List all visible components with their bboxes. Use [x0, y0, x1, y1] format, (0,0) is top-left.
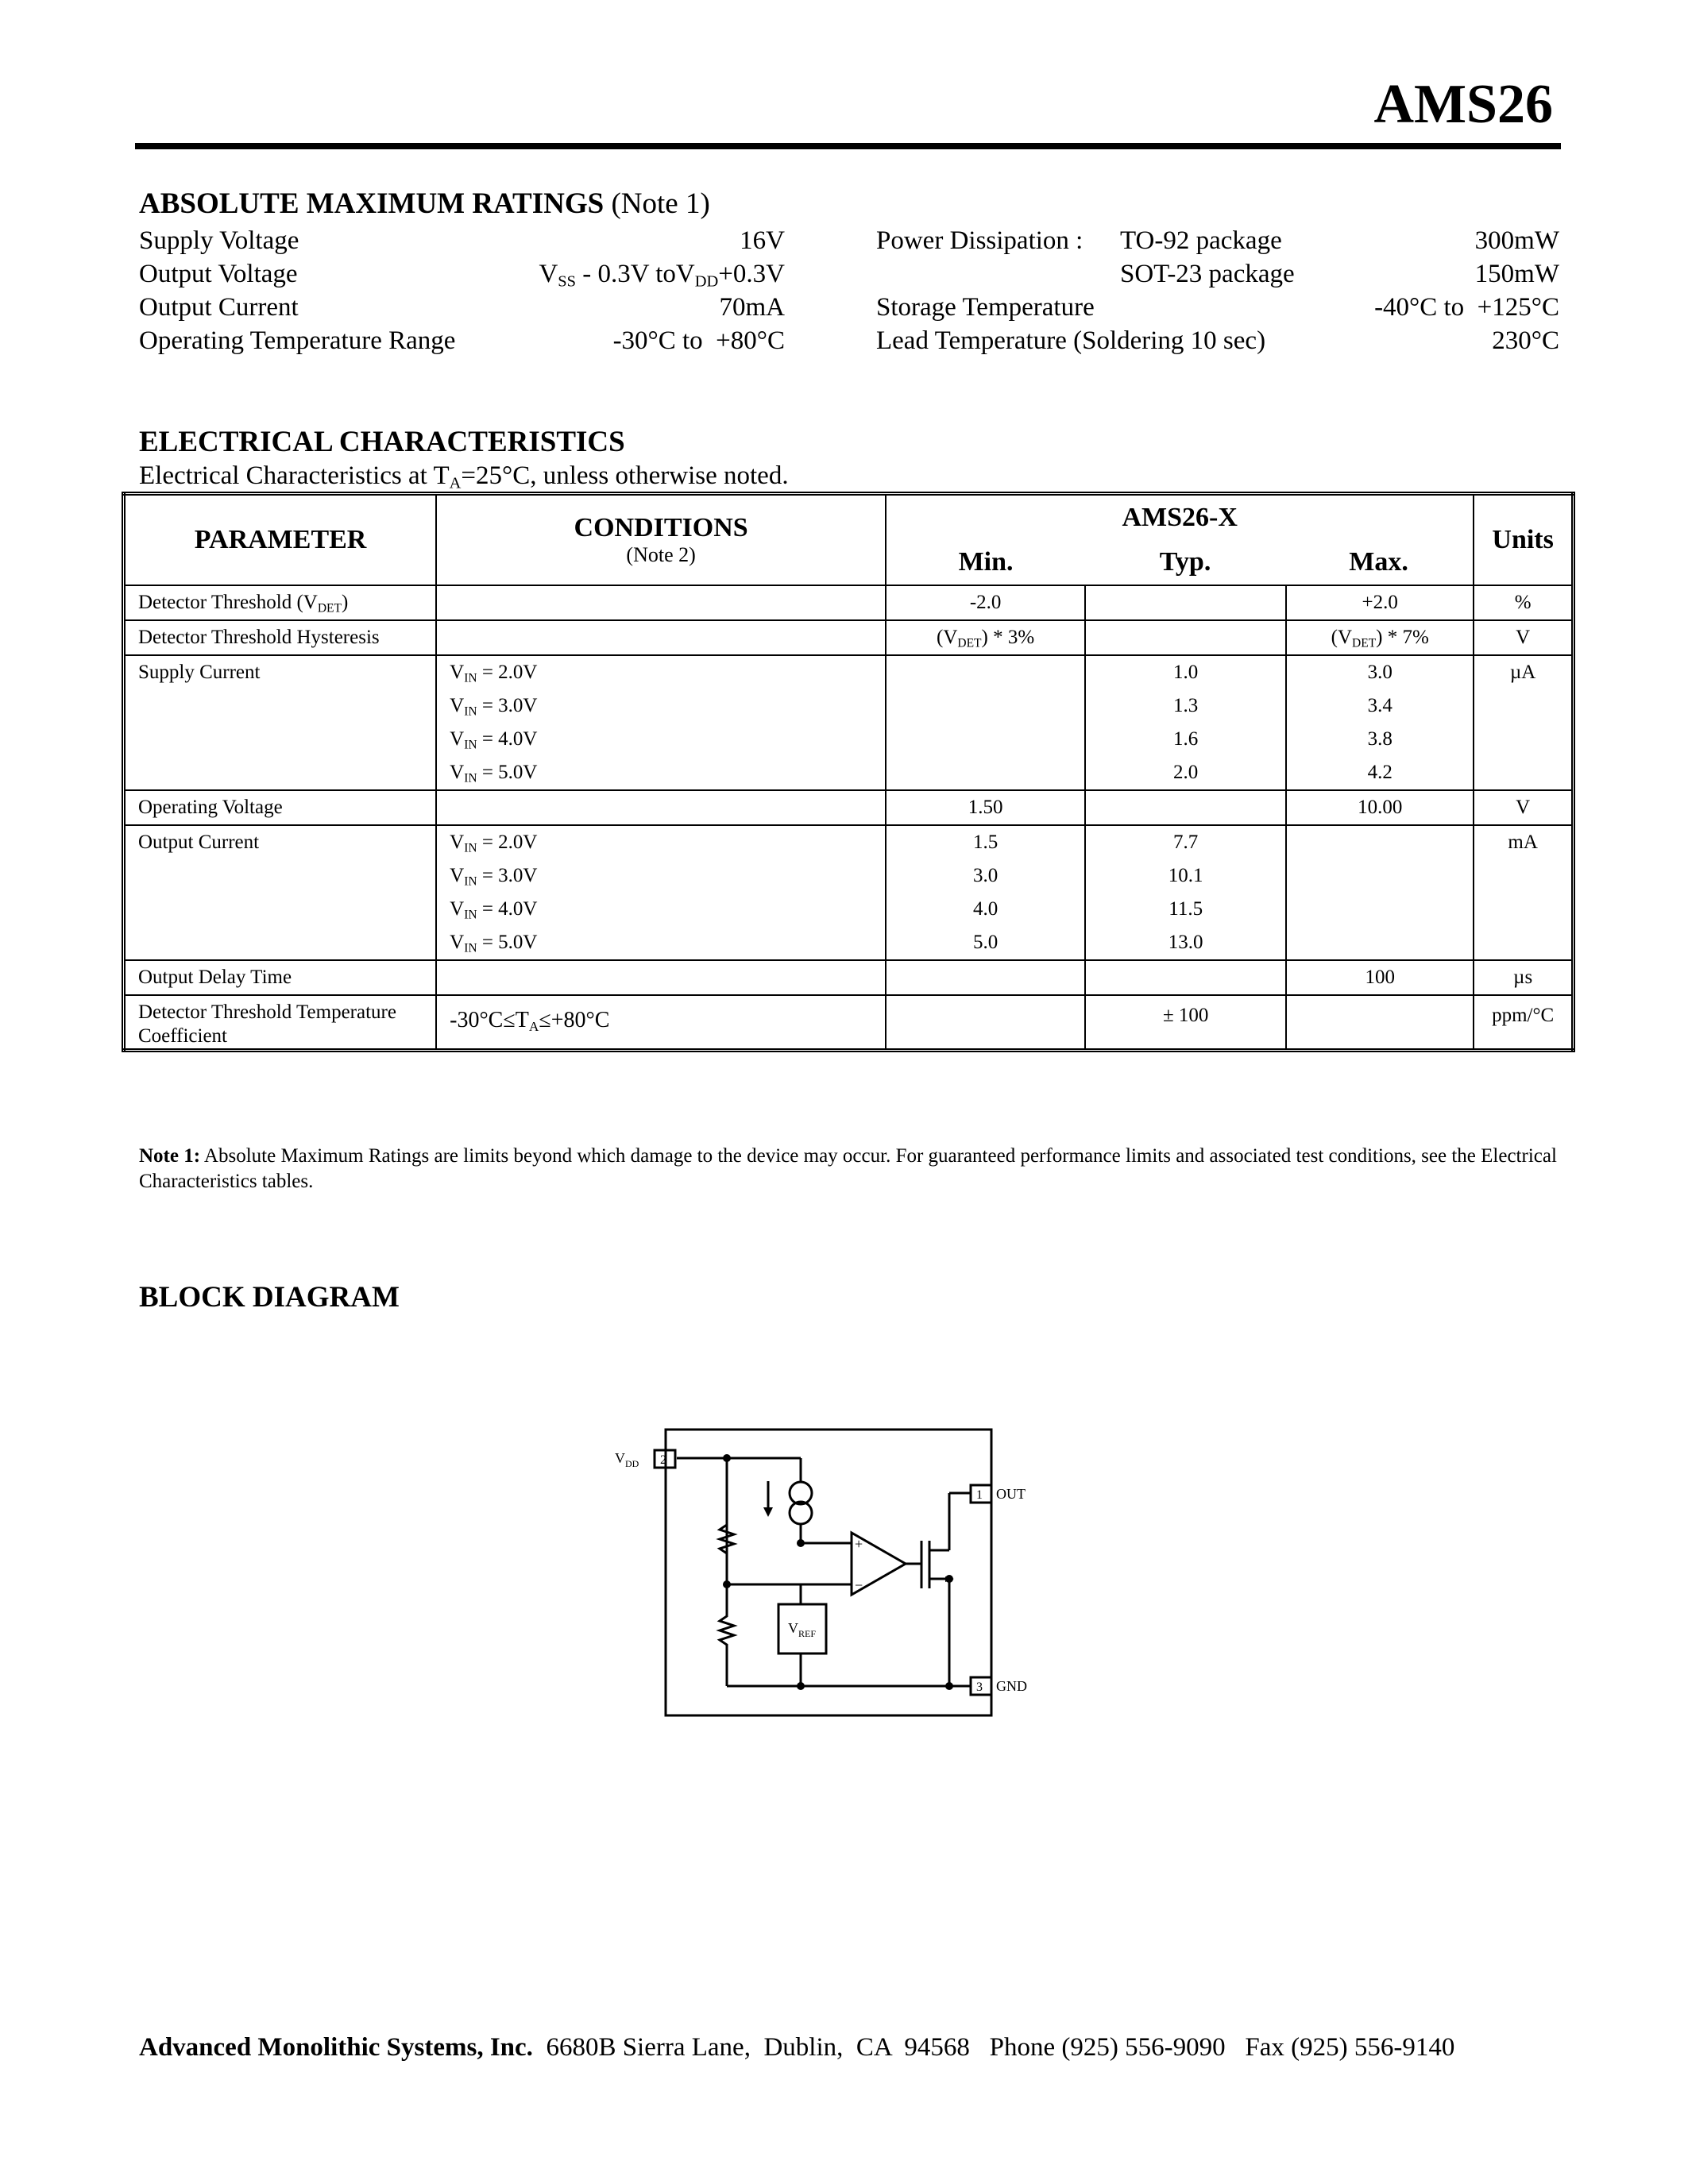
header-subcols — [886, 540, 1473, 585]
table-row — [124, 995, 1574, 1051]
amr-label: Supply Voltage — [139, 226, 299, 255]
table-row — [124, 655, 1574, 790]
resistor-upper — [720, 1515, 734, 1569]
typ-cell — [1085, 620, 1286, 655]
table-row — [124, 585, 1574, 620]
header-units: Units — [1474, 494, 1573, 586]
units-cell: % — [1474, 585, 1573, 620]
footer — [139, 2033, 1454, 2062]
amr-value — [477, 257, 785, 291]
amr-value: -30°C to +80°C — [612, 326, 785, 355]
min-cell — [886, 655, 1085, 790]
typ-cell — [1085, 790, 1286, 825]
amr-value-sub: SS — [558, 272, 577, 291]
resistor-lower — [720, 1608, 734, 1660]
note-1-text: Absolute Maximum Ratings are limits beyond which damage to the device may occur. For guaranteed performance limits and associated test conditions, see the Electrical Characteristics tables. — [139, 1145, 1557, 1192]
cond-cell — [436, 585, 886, 620]
table-header-row — [124, 494, 1574, 586]
amr-value: 300mW — [1474, 226, 1559, 255]
units-cell: V — [1474, 620, 1573, 655]
units-cell: mA — [1474, 825, 1573, 960]
amr-label: Output Voltage — [139, 260, 298, 288]
param-cell: Output Current — [124, 825, 437, 960]
header-conditions-note: (Note 2) — [626, 543, 696, 566]
amr-value-part: V — [539, 260, 558, 288]
header-typ: Typ. — [1159, 547, 1211, 577]
out-pin-number: 1 — [976, 1488, 983, 1502]
electrical-table — [122, 492, 1575, 1052]
amr-value-sub: DD — [694, 272, 719, 291]
amr-label: Operating Temperature Range — [139, 326, 456, 355]
elec-subtitle-pre: Electrical Characteristics at T — [139, 461, 450, 490]
header-conditions-label: CONDITIONS — [574, 513, 748, 542]
vref-label: $V_{REF}$ — [788, 1620, 817, 1639]
table-row — [124, 825, 1574, 960]
cond-cell: $-30^\circ C\le T_A\le+80^\circ C$ — [436, 995, 886, 1051]
footer-company: Advanced Monolithic Systems, Inc. — [139, 2033, 533, 2062]
header-parameter: PARAMETER — [124, 494, 437, 586]
amr-value: 230°C — [1492, 326, 1559, 355]
header-group-label: AMS26-X — [1122, 503, 1238, 532]
max-cell: $(V_{DET}) * 7\%$ — [1286, 620, 1474, 655]
header-group — [886, 494, 1474, 586]
min-cell — [886, 960, 1085, 995]
cond-cell — [436, 960, 886, 995]
units-cell: µA — [1474, 655, 1573, 790]
part-number-title: AMS26 — [1373, 74, 1553, 135]
param-cell: Detector Threshold $(V_{DET})$ — [124, 585, 437, 620]
amr-value: -40°C to +125°C — [1374, 293, 1559, 322]
units-cell: µs — [1474, 960, 1573, 995]
units-cell: ppm/°C — [1474, 995, 1573, 1051]
elec-subtitle-sub: A — [449, 474, 462, 492]
table-row — [124, 960, 1574, 995]
param-cell: Supply Current — [124, 655, 437, 790]
gnd-pin-number: 3 — [976, 1680, 983, 1694]
min-cell: -2.0 — [886, 585, 1085, 620]
max-cell — [1286, 825, 1474, 960]
amr-label: Power Dissipation : — [876, 226, 1083, 255]
out-pin-label: OUT — [996, 1486, 1026, 1502]
min-cell: $(V_{DET}) * 3\%$ — [886, 620, 1085, 655]
title-rule — [135, 143, 1561, 149]
block-diagram — [604, 1414, 1049, 1731]
param-cell: Output Delay Time — [124, 960, 437, 995]
vdd-pin-label: $V_{DD}$ — [615, 1450, 639, 1469]
typ-cell — [1085, 585, 1286, 620]
cond-cell — [436, 790, 886, 825]
param-cell: Detector Threshold Temperature Coefficient — [124, 995, 437, 1051]
cond-cell: $V_{IN} = 2.0V$ $V_{IN} = 3.0V$ $V_{IN} = 4.0V$ $V_{IN} = 5.0V$ — [436, 655, 886, 790]
min-cell: 1.5 3.0 4.0 5.0 — [886, 825, 1085, 960]
vdd-pin-number: 2 — [660, 1453, 666, 1467]
header-max: Max. — [1349, 547, 1408, 577]
elec-heading: ELECTRICAL CHARACTERISTICS — [139, 426, 625, 458]
abs-max-title: ABSOLUTE MAXIMUM RATINGS — [139, 187, 605, 220]
note-1-label: Note 1: — [139, 1145, 201, 1167]
ic-outline — [666, 1430, 991, 1715]
amr-value-part: +0.3V — [718, 260, 785, 288]
block-diagram-heading: BLOCK DIAGRAM — [139, 1281, 400, 1314]
typ-cell: 7.7 10.1 11.5 13.0 — [1085, 825, 1286, 960]
elec-subtitle-post: =25°C, unless otherwise noted. — [461, 461, 789, 490]
amr-label: Lead Temperature (Soldering 10 sec) — [876, 326, 1266, 355]
param-cell: Detector Threshold Hysteresis — [124, 620, 437, 655]
cond-cell — [436, 620, 886, 655]
abs-max-heading — [139, 187, 710, 221]
max-cell: +2.0 — [1286, 585, 1474, 620]
amr-sub-label: TO-92 package — [1120, 226, 1282, 255]
min-cell — [886, 995, 1085, 1051]
amr-value: 70mA — [719, 293, 785, 322]
max-cell: 3.0 3.4 3.8 4.2 — [1286, 655, 1474, 790]
typ-cell: 1.0 1.3 1.6 2.0 — [1085, 655, 1286, 790]
comparator-plus: + — [855, 1536, 863, 1552]
units-cell: V — [1474, 790, 1573, 825]
note-1 — [139, 1144, 1561, 1194]
cond-cell: $V_{IN} = 2.0V$ $V_{IN} = 3.0V$ $V_{IN} = 4.0V$ $V_{IN} = 5.0V$ — [436, 825, 886, 960]
amr-label: Output Current — [139, 293, 299, 322]
typ-cell: ± 100 — [1085, 995, 1286, 1051]
max-cell: 10.00 — [1286, 790, 1474, 825]
table-row — [124, 790, 1574, 825]
elec-subtitle — [139, 461, 789, 491]
amr-value: 16V — [740, 226, 785, 255]
gnd-pin-label: GND — [996, 1678, 1027, 1694]
amr-sub-label: SOT-23 package — [1120, 260, 1295, 288]
abs-max-note: (Note 1) — [611, 187, 710, 220]
amr-value: 150mW — [1474, 260, 1559, 288]
min-cell: 1.50 — [886, 790, 1085, 825]
typ-cell — [1085, 960, 1286, 995]
header-conditions — [436, 494, 886, 586]
amr-label: Storage Temperature — [876, 293, 1095, 322]
max-cell: 100 — [1286, 960, 1474, 995]
max-cell — [1286, 995, 1474, 1051]
footer-address: 6680B Sierra Lane, Dublin, CA 94568 Phone (925) 556-9090 Fax (925) 556-9140 — [532, 2033, 1455, 2062]
amr-value-part: - 0.3V toV — [576, 260, 695, 288]
param-cell: Operating Voltage — [124, 790, 437, 825]
header-min: Min. — [958, 547, 1014, 577]
comparator-minus: − — [855, 1577, 863, 1593]
table-row — [124, 620, 1574, 655]
current-arrow-icon — [763, 1507, 773, 1517]
